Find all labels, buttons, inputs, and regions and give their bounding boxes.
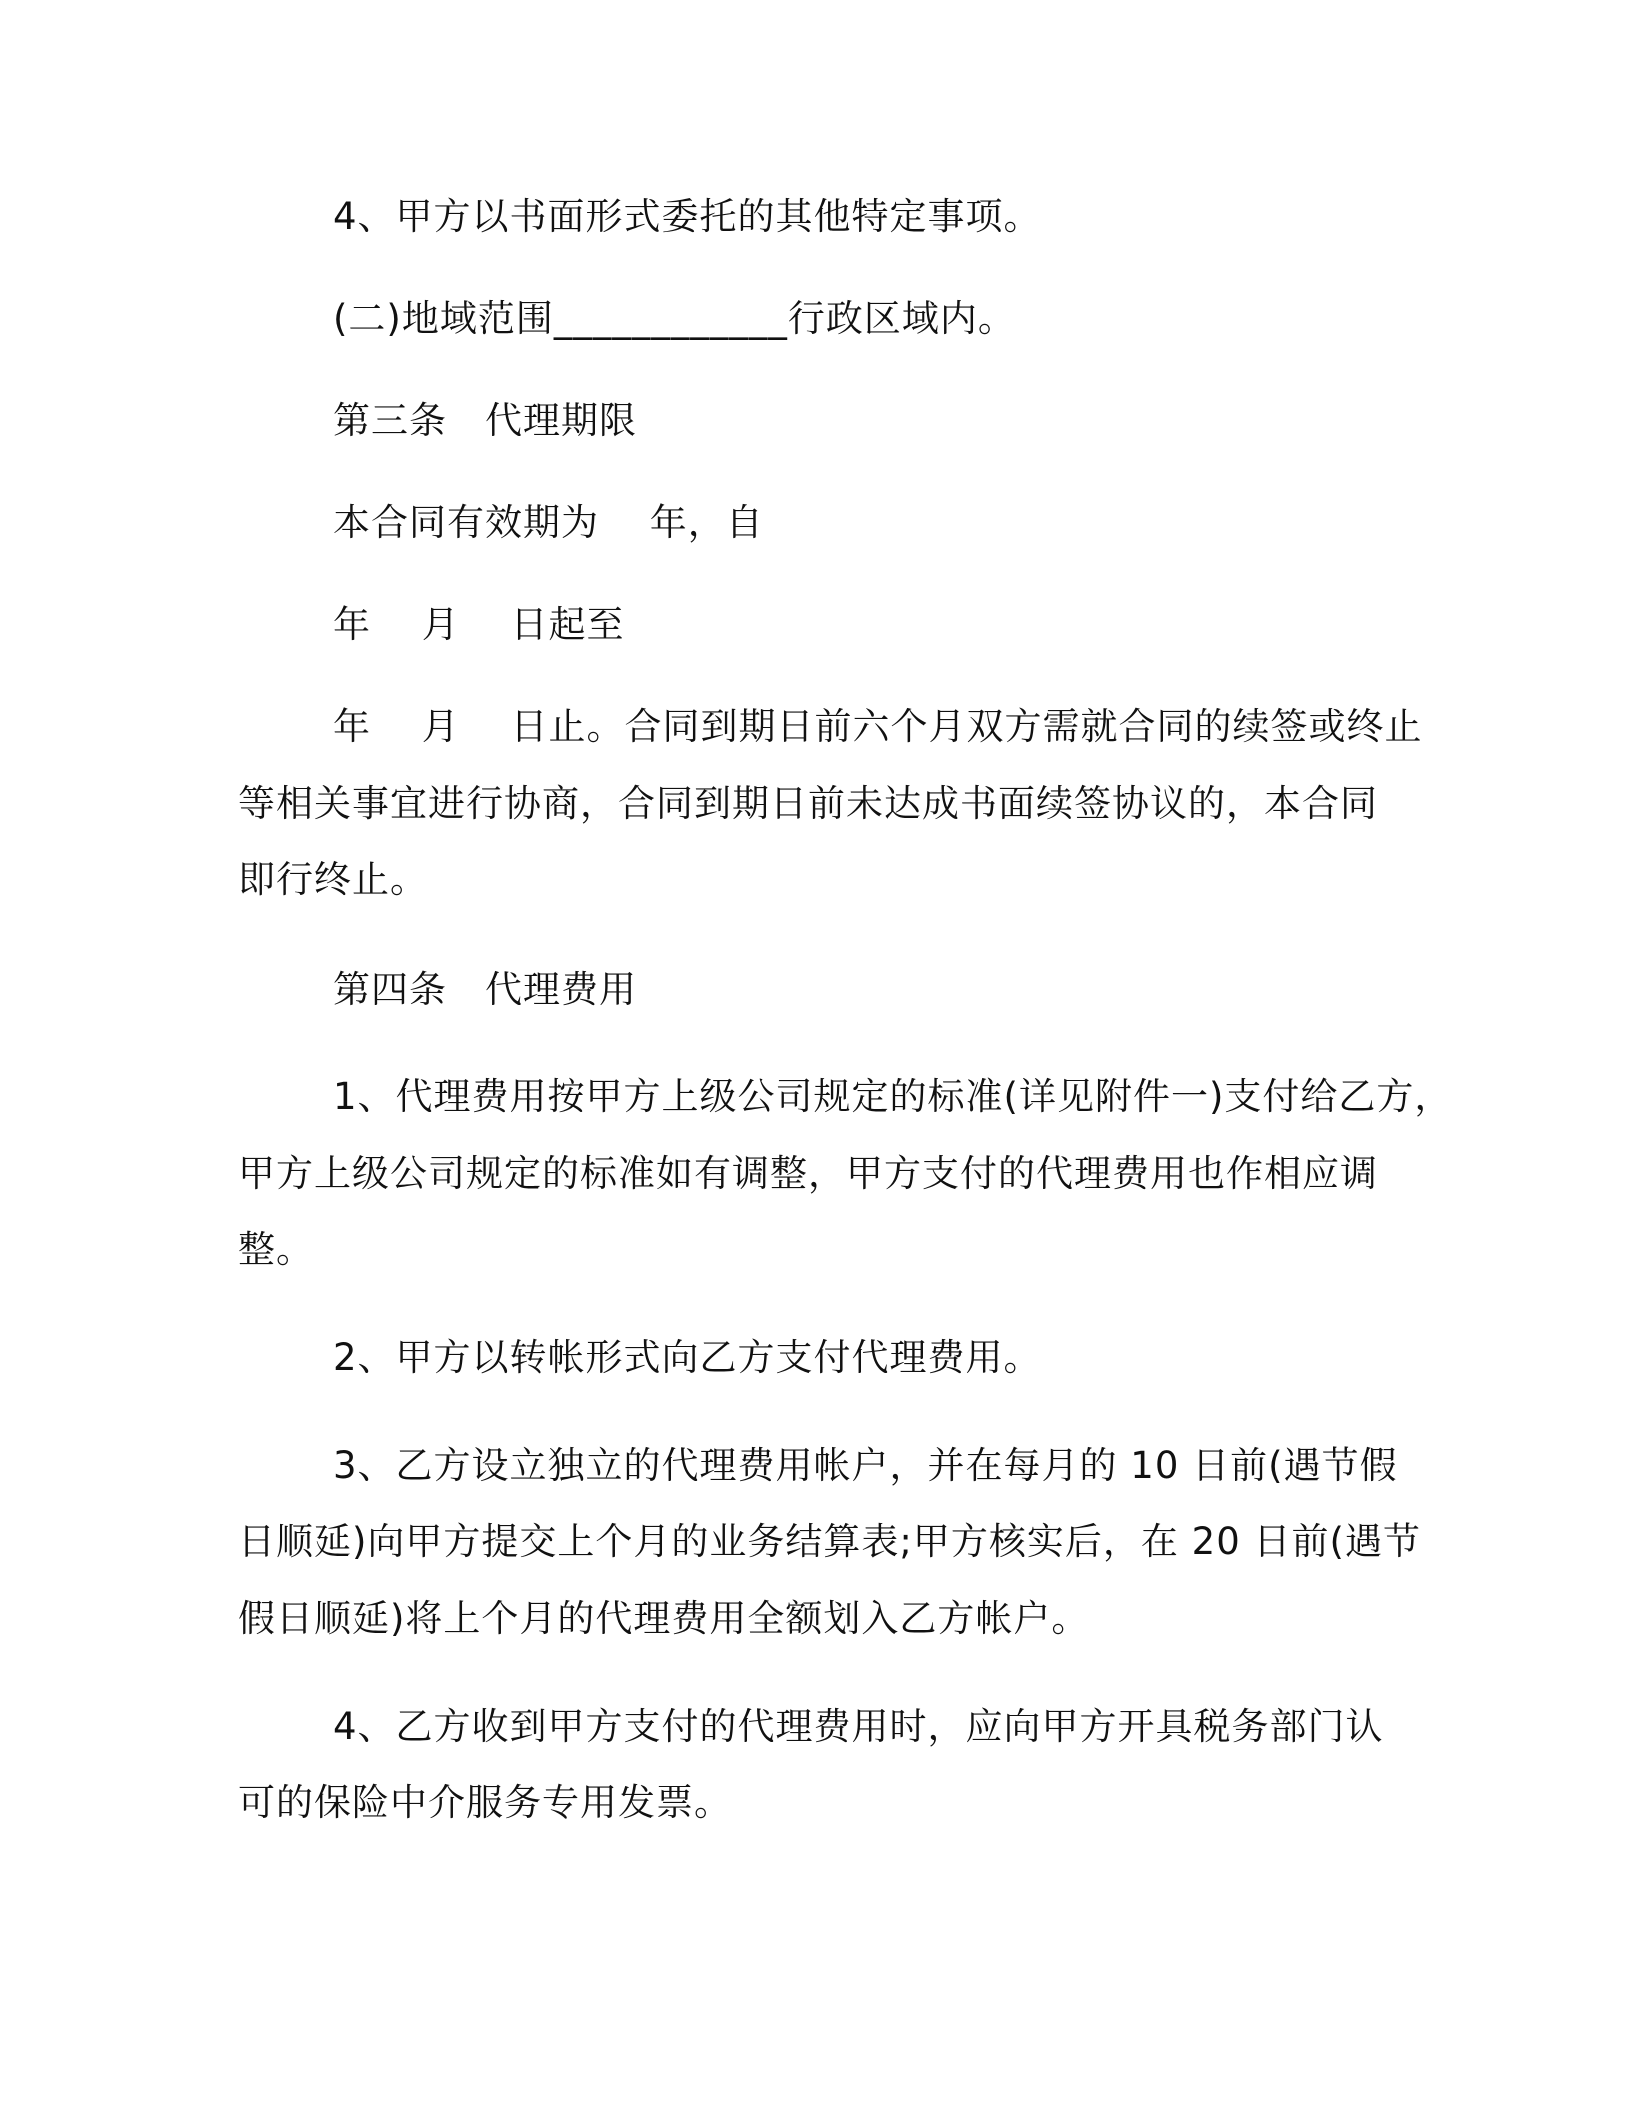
fee-item-3-line-3: 假日顺延)将上个月的代理费用全额划入乙方帐户。	[238, 1597, 1090, 1640]
fee-item-1-line-2: 甲方上级公司规定的标准如有调整，甲方支付的代理费用也作相应调	[238, 1152, 1378, 1195]
fee-item-2: 2、甲方以转帐形式向乙方支付代理费用。	[333, 1336, 1042, 1379]
fee-item-4-line-1: 4、乙方收到甲方支付的代理费用时，应向甲方开具税务部门认	[333, 1705, 1384, 1748]
term-line-4: 等相关事宜进行协商，合同到期日前未达成书面续签协议的，本合同	[238, 782, 1378, 825]
article-3-heading: 第三条 代理期限	[333, 399, 637, 442]
fee-item-1-line-1: 1、代理费用按甲方上级公司规定的标准(详见附件一)支付给乙方，	[333, 1075, 1453, 1118]
article-4-heading: 第四条 代理费用	[333, 968, 637, 1011]
fee-item-1-line-3: 整。	[238, 1228, 314, 1271]
fee-item-3-line-2: 日顺延)向甲方提交上个月的业务结算表;甲方核实后，在 20 日前(遇节	[238, 1520, 1421, 1563]
term-line-2: 年 月 日起至	[333, 603, 625, 646]
fee-item-4-line-2: 可的保险中介服务专用发票。	[238, 1781, 732, 1824]
term-line-5: 即行终止。	[238, 858, 428, 901]
term-line-3: 年 月 日止。合同到期日前六个月双方需就合同的续签或终止	[333, 705, 1423, 748]
term-line-1: 本合同有效期为 年，自	[333, 501, 764, 544]
fee-item-3-line-1: 3、乙方设立独立的代理费用帐户，并在每月的 10 日前(遇节假	[333, 1444, 1398, 1487]
paragraph-item-4-other-matters: 4、甲方以书面形式委托的其他特定事项。	[333, 195, 1042, 238]
paragraph-region-scope: (二)地域范围____________行政区域内。	[333, 297, 1016, 340]
